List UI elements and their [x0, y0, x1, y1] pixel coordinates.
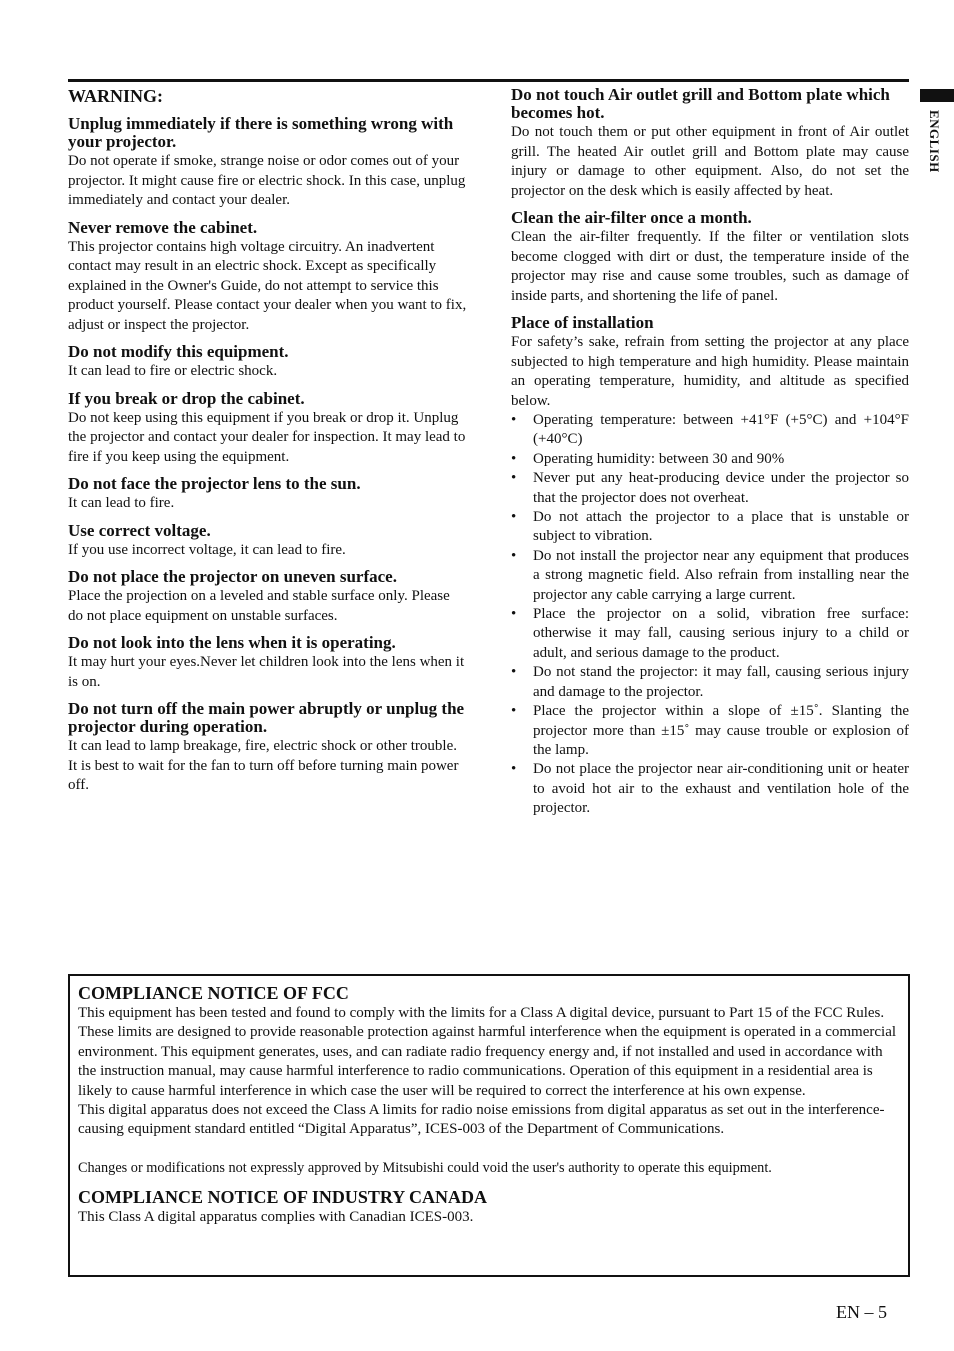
- bullet-icon: •: [511, 450, 517, 467]
- section-title: Do not turn off the main power abruptly or unplug the projector during operation.: [68, 699, 465, 736]
- section-title: If you break or drop the cabinet.: [68, 388, 305, 408]
- spacer: [78, 1178, 900, 1186]
- list-item: [511, 508, 909, 547]
- section-title: Do not modify this equipment.: [68, 342, 289, 361]
- section-title: Use correct voltage.: [68, 520, 211, 540]
- bullet-text: Operating humidity: between 30 and 90%: [533, 450, 785, 467]
- section-title: Never remove the cabinet.: [68, 217, 258, 237]
- warning-section: [68, 390, 468, 468]
- section-body: It can lead to fire or electric shock.: [68, 363, 278, 379]
- list-item: [511, 411, 909, 450]
- fcc-notice-paragraph: This equipment has been tested and found to comply with the limits for a Class A digital device, pursuant to Part 15 of the FCC Rules. These limits are designed to provide reasonable protection against harmful interference when the equipment is operated in a commercial environment. This equipment generates, uses, and can radiate radio frequency energy and, if not installed and used in accordance with the instruction manual, may cause harmful interference to radio communications. Operation of this equipment in a residential area is likely to cause harmful interference in which case the user will be required to correct the interference at his own expense.: [78, 1005, 897, 1099]
- fcc-notice-title: COMPLIANCE NOTICE OF FCC: [78, 983, 349, 1003]
- section-body: Place the projection on a leveled and stable surface only. Please do not place equipment on unstable surfaces.: [68, 588, 450, 624]
- section-body: Clean the air-filter frequently. If the filter or ventilation slots become clogged with dirt or dust, the temperature inside of the projector may rise and cause some troubles, such as damage of inside parts, and shortening the life of panel.: [511, 229, 909, 304]
- bullet-text: Never put any heat-producing device under the projector so that the projector does not overheat.: [533, 470, 909, 506]
- warning-section: [68, 568, 468, 626]
- canada-notice-title: COMPLIANCE NOTICE OF INDUSTRY CANADA: [78, 1187, 488, 1208]
- warning-section: [68, 115, 468, 211]
- compliance-notice-box: [68, 974, 910, 1277]
- language-tab-marker: [920, 89, 954, 102]
- section-body: This projector contains high voltage circuitry. An inadvertent contact may result in an electric shock. Except as specifically explained in the Owner's Guide, do not attempt to service this product yourself. Please contact your dealer when you want to fix, adjust or inspect the projector.: [68, 238, 467, 333]
- fcc-notice-paragraph: Changes or modifications not expressly approved by Mitsubishi could void the user's authority to operate this equipment.: [78, 1159, 772, 1176]
- warning-section: [68, 634, 468, 692]
- header-rule: [68, 79, 909, 82]
- section-title: Place of installation: [511, 313, 654, 332]
- bullet-icon: •: [511, 509, 517, 526]
- caution-section: [511, 86, 909, 201]
- bullet-icon: •: [511, 761, 517, 778]
- section-body: Do not operate if smoke, strange noise or odor comes out of your projector. It might cause fire or electric shock. In this case, unplug immediately and contact your dealer.: [68, 153, 466, 208]
- section-title: Unplug immediately if there is something wrong with your projector.: [68, 114, 454, 151]
- page-number: EN – 5: [836, 1302, 887, 1322]
- bullet-icon: •: [511, 470, 517, 487]
- list-item: [511, 547, 909, 605]
- section-title: Do not face the projector lens to the sun.: [68, 474, 361, 493]
- bullet-icon: •: [511, 412, 517, 428]
- bullet-text: Do not stand the projector: it may fall, causing serious injury and damage to the projector.: [533, 664, 909, 700]
- warning-section: [68, 343, 468, 382]
- list-item: [511, 663, 909, 702]
- bullet-icon: •: [511, 606, 517, 623]
- bullet-text: Place the projector on a solid, vibration free surface: otherwise it may fall, causing serious injury to a child or adult, and serious damage to the product.: [533, 606, 909, 661]
- spacer: [78, 1140, 900, 1159]
- section-title: Do not place the projector on uneven surface.: [68, 567, 397, 586]
- installation-bullet-list: [511, 411, 909, 819]
- warning-section: [68, 700, 468, 796]
- section-title: Do not look into the lens when it is operating.: [68, 633, 396, 652]
- bullet-text: Do not attach the projector to a place that is unstable or subject to vibration.: [533, 509, 909, 545]
- warning-section: [68, 219, 468, 336]
- fcc-notice-paragraph: This digital apparatus does not exceed the Class A limits for radio noise emissions from digital apparatus as set out in the interference-causing equipment standard entitled “Digital Apparatus”, ICES-003 of the Department of Communications.: [78, 1102, 885, 1138]
- language-label: ENGLISH: [927, 110, 942, 173]
- section-body: For safety’s sake, refrain from setting the projector at any place subjected to high temperature and high humidity. Please maintain an operating temperature, humidity, and altitude as specified below.: [511, 334, 909, 409]
- section-title: Clean the air-filter once a month.: [511, 208, 752, 227]
- section-body: It may hurt your eyes.Never let children look into the lens when it is on.: [68, 654, 465, 690]
- bullet-text: Do not install the projector near any equipment that produces a strong magnetic field. Also refrain from installing near the projector any cable carrying a large current.: [533, 547, 909, 603]
- section-body: It can lead to lamp breakage, fire, electric shock or other trouble. It is best to wait for the fan to turn off before turning main power off.: [68, 738, 459, 793]
- section-body: If you use incorrect voltage, it can lead to fire.: [68, 541, 346, 558]
- installation-section: [511, 314, 909, 411]
- bullet-icon: •: [511, 547, 517, 564]
- list-item: [511, 760, 909, 818]
- list-item: [511, 605, 909, 663]
- caution-section: [511, 209, 909, 306]
- warning-section: [68, 475, 468, 514]
- warning-heading: WARNING:: [68, 86, 164, 106]
- bullet-icon: •: [511, 703, 517, 720]
- list-item: [511, 702, 909, 760]
- canada-notice-paragraph: This Class A digital apparatus complies with Canadian ICES-003.: [78, 1209, 474, 1226]
- left-column: [68, 86, 468, 804]
- bullet-text: Operating temperature: between +41°F (+5°C) and +104°F (+40°C): [533, 412, 909, 448]
- right-column: [511, 86, 909, 819]
- bullet-icon: •: [511, 664, 517, 681]
- list-item: [511, 469, 909, 508]
- warning-section: [68, 522, 468, 561]
- section-title: Do not touch Air outlet grill and Bottom plate which becomes hot.: [511, 85, 890, 122]
- section-body: Do not keep using this equipment if you break or drop it. Unplug the projector and contact your dealer for inspection. It may lead to fire if you keep using the equipment.: [68, 409, 466, 465]
- bullet-text: Do not place the projector near air-conditioning unit or heater to avoid hot air to the exhaust and ventilation hole of the projector.: [533, 761, 909, 817]
- bullet-text: Place the projector within a slope of ±15˚. Slanting the projector more than ±15˚ may cause trouble or explosion of the lamp.: [533, 703, 909, 758]
- section-body: Do not touch them or put other equipment in front of Air outlet grill. The heated Air outlet grill and Bottom plate may cause injury or damage to other equipment. Also, do not set the projector on the desk which is easily affected by heat.: [511, 124, 909, 199]
- list-item: [511, 450, 909, 469]
- section-body: It can lead to fire.: [68, 495, 175, 511]
